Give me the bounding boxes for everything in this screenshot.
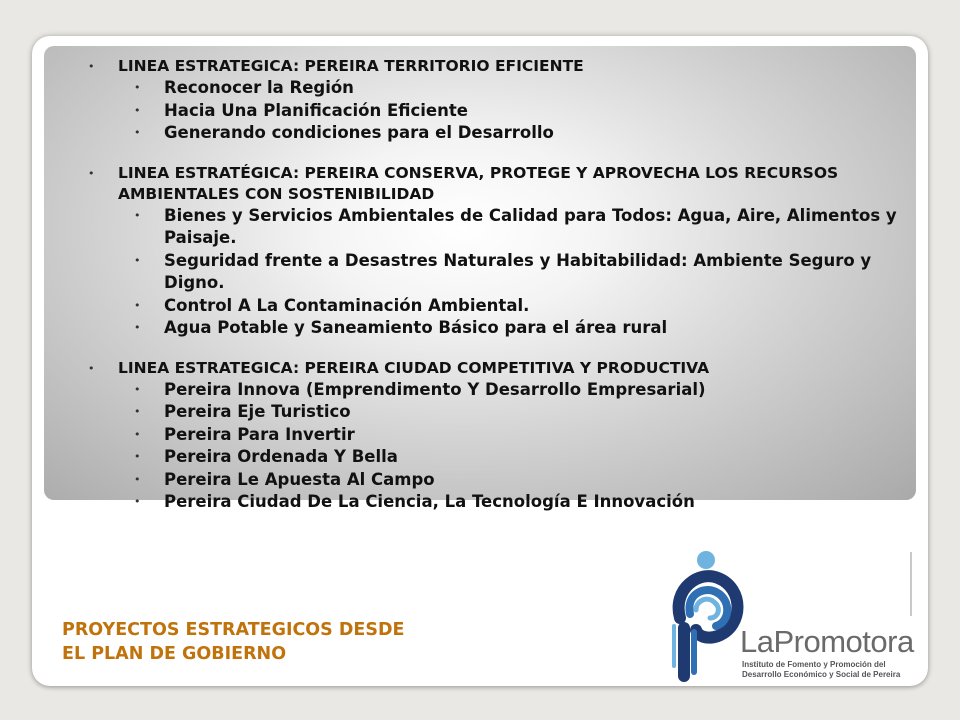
list-item — [86, 379, 906, 402]
list-item — [86, 205, 906, 250]
list-item-text: Seguridad frente a Desastres Naturales y Habitabilidad: Ambiente Seguro y Digno. — [164, 250, 872, 292]
bullet-icon: • — [134, 81, 141, 94]
list-item — [86, 295, 906, 318]
list-item-text: Pereira Eje Turistico — [164, 402, 351, 421]
slide-title-line2: EL PLAN DE GOBIERNO — [62, 644, 287, 664]
bullet-icon: • — [134, 126, 141, 139]
bullet-icon: • — [134, 208, 141, 222]
bullet-icon: • — [88, 361, 95, 375]
list-item — [86, 424, 906, 447]
logo-name-main: Promotora — [773, 624, 914, 659]
list-item — [86, 77, 906, 100]
bullet-icon: • — [134, 472, 141, 486]
section-heading — [86, 358, 906, 379]
spacer — [86, 145, 906, 163]
list-item — [86, 446, 906, 469]
bullet-icon: • — [134, 427, 141, 441]
list-item — [86, 122, 906, 145]
slide-title — [62, 618, 404, 666]
logo-name — [740, 624, 914, 660]
list-item-text: Reconocer la Región — [164, 78, 354, 97]
section-heading-text: LINEA ESTRATEGICA: PEREIRA CIUDAD COMPETITIVA Y PRODUCTIVA — [118, 358, 710, 377]
list-item-text: Pereira Innova (Emprendimento Y Desarrollo Empresarial) — [164, 379, 706, 399]
section-heading-text: LINEA ESTRATEGICA: PEREIRA TERRITORIO EFICIENTE — [118, 57, 584, 75]
bullet-icon: • — [134, 405, 141, 418]
bullet-icon: • — [134, 253, 141, 267]
list-item-text: Bienes y Servicios Ambientales de Calidad para Todos: Agua, Aire, Alimentos y Paisaje. — [164, 205, 897, 247]
list-item — [86, 317, 906, 340]
bullet-icon: • — [134, 321, 141, 334]
section-heading-text: LINEA ESTRATÉGICA: PEREIRA CONSERVA, PROTEGE Y APROVECHA LOS RECURSOS AMBIENTALES CON SOSTENIBILIDAD — [118, 163, 839, 203]
logo-subtitle-line1: Instituto de Fomento y Promoción del — [742, 660, 886, 669]
list-item — [86, 100, 906, 123]
list-item-text: Control A La Contaminación Ambiental. — [164, 295, 530, 315]
logo-name-prefix: La — [740, 624, 774, 659]
bullet-icon: • — [134, 103, 141, 117]
slide-title-line1: PROYECTOS ESTRATEGICOS DESDE — [62, 620, 405, 640]
logo-subtitle — [742, 660, 912, 679]
section-heading — [86, 163, 906, 205]
list-item-text: Pereira Ordenada Y Bella — [164, 447, 398, 466]
list-item — [86, 469, 906, 492]
la-promotora-logo — [660, 548, 912, 682]
list-item-text: Pereira Le Apuesta Al Campo — [164, 469, 435, 489]
bullet-icon: • — [134, 450, 141, 463]
list-item-text: Pereira Para Invertir — [164, 424, 355, 444]
bullet-icon: • — [134, 298, 141, 312]
list-item — [86, 401, 906, 424]
bullet-icon: • — [134, 382, 141, 396]
list-item — [86, 491, 906, 514]
list-item-text: Agua Potable y Saneamiento Básico para el área rural — [164, 318, 668, 337]
list-item-text: Hacia Una Planificación Eficiente — [164, 100, 468, 120]
list-item-text: Pereira Ciudad De La Ciencia, La Tecnología E Innovación — [164, 492, 695, 511]
list-item-text: Generando condiciones para el Desarrollo — [164, 123, 554, 142]
logo-dot — [697, 551, 715, 569]
bullet-icon: • — [88, 60, 95, 73]
bullet-icon: • — [134, 495, 141, 508]
section-heading — [86, 56, 906, 77]
spacer — [86, 340, 906, 358]
bullet-content — [86, 56, 906, 514]
bullet-icon: • — [88, 166, 95, 180]
logo-subtitle-line2: Desarrollo Económico y Social de Pereira — [742, 669, 901, 679]
list-item — [86, 250, 906, 295]
